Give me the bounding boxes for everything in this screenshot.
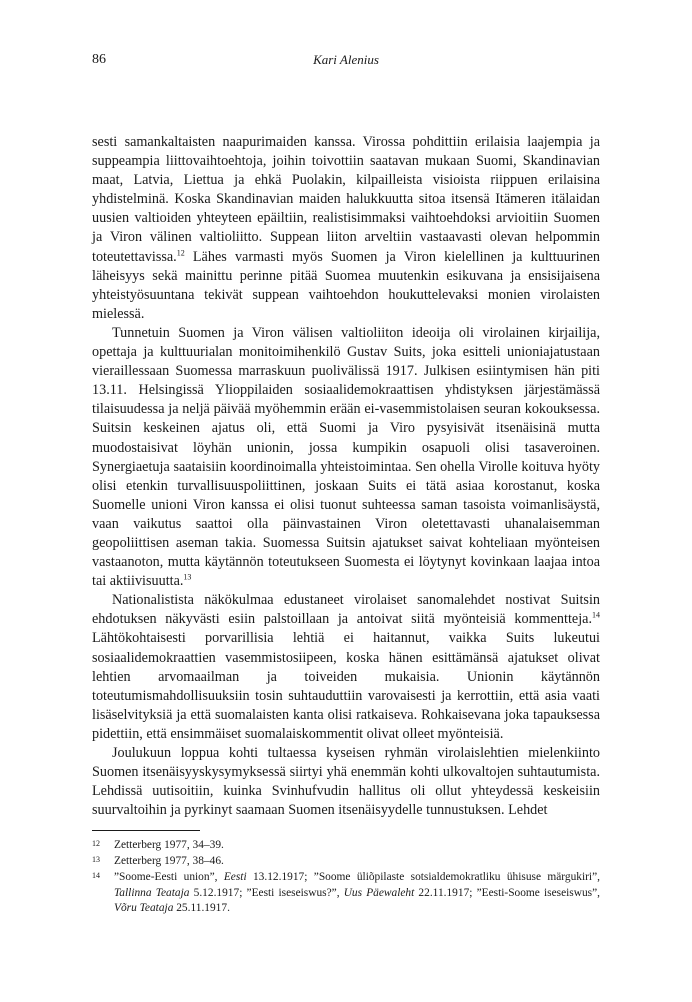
italic-title: Võru Teataja: [114, 901, 174, 914]
footnote-divider: [92, 830, 200, 831]
footnote-reference: 13: [183, 572, 192, 582]
page-number: 86: [92, 52, 106, 67]
footnote: [92, 854, 600, 869]
footnotes: [92, 838, 600, 917]
italic-title: Eesti: [223, 871, 247, 884]
footnote-text: ”Soome-Eesti union”, Eesti 13.12.1917; ”Soome üliõpilaste sotsialdemokratliku ühisuse märgukiri”, Tallinna Teataja 5.12.1917; ”Eesti iseseiswus?”, Uus Päewaleht 22.11.1917; ”Eesti-Soome iseseiswus”, Võru Teataja 25.11.1917.: [114, 871, 600, 914]
footnote-number: 12: [92, 839, 100, 848]
paragraph: sesti samankaltaisten naapurimaiden kanssa. Virossa pohdittiin erilaisia laajempia ja suppeampia liittovaihtoehtoja, joihin toivottiin saatavan mukaan Suomi, Skandinavian maat, Latvia, Liettua ja ehkä Puolakin, kilpailleista visioista riippuen erilaisina yhdistelminä. Koska Skandinavian maiden halukkuutta sitoa itsensä Itämeren itälaidan uusien valtioiden yhteyteen epäiltiin, realistisimmaksi vaihtoehdoksi arvioitiin Suomen ja Viron välinen valtioliitto. Suppean liiton arveltiin vastaavasti olevan helpommin toteutettavissa.$^{12}$ Lähes varmasti myös Suomen ja Viron kielellinen ja kulttuurinen läheisyys sekä mainittu perinne pitää Suomea muutenkin esikuvana ja ensisijaisena yhteistyösuuntana tekivät suppean vaihtoehdon houkuttelevaksi monien virolaisten mielessä.: [92, 134, 600, 322]
paragraph: Nationalistista näkökulmaa edustaneet virolaiset sanomalehdet nostivat Suitsin ehdotuksen näkyvästi esiin palstoillaan ja antoivat siitä myönteisiä kommentteja.$^{14}$ Lähtökohtaisesti porvarillisia lehtiä ei haitannut, vaikka Suits lukeutui sosiaalidemokraattien vasemmistosiipeen, koska hänen esittämänsä ajatukset olivat lehtien arvomaailman ja toiveiden mukaisia. Unionin käytännön toteutumismahdollisuuksiin tosin suhtauduttiin varovaisesti ja kerrottiin, että asia vaati lisäselvityksiä ja että suomalaisten kanta olisi ratkaiseva. Rohkaisevana joka tapauksessa pidettiin, että ensimmäiset suomalaiskommentit olivat olleet myönteisiä.: [92, 592, 600, 742]
footnote: [92, 838, 600, 853]
footnote-reference: 14: [592, 610, 600, 620]
footnote-text: Zetterberg 1977, 38–46.: [114, 855, 224, 868]
paragraph: Tunnetuin Suomen ja Viron välisen valtioliiton ideoija oli virolainen kirjailija, opettaja ja kulttuurialan monitoimihenkilö Gustav Suits, joka esitteli unioniajatustaan vieraillessaan Suomessa marraskuun puolivälissä 1917. Julkisen esiintymisen hän piti 13.11. Helsingissä Ylioppilaiden sosiaalidemokraattisen yhdistyksen järjestämässä tilaisuudessa ja neljä päivää myöhemmin erään ei-vasemmistolaisen seuran kokouksessa. Suitsin keskeinen ajatus oli, että Suomi ja Viro pysyisivät itsenäisinä mutta muodostaisivat löyhän unionin, jossa kumpikin osapuoli olisi tasaveroinen. Synergiaetuja saataisiin koordinoimalla yhteistoimintaa. Sen ohella Virolle koituva hyöty olisi etenkin turvallisuuspoliittinen, joskaan Suits ei tätä asiaa korostanut, koska Suomelle unioni Viron kanssa ei olisi tuonut suhteessa saman tasoista voimanlisäystä, vaan vaikutus saattoi olla päinvastainen Viron oletettavasti uhanalaisemman geopoliittisen aseman takia. Suomessa Suitsin ajatukset saivat kohteliaan myönteisen vastaanoton, mutta käytännön toteutukseen Suomesta ei löytynyt kovinkaan laajaa intoa tai aktiivisuutta.$^{13}$: [92, 324, 600, 590]
page-header: [92, 52, 600, 72]
running-head: Kari Alenius: [313, 52, 379, 67]
footnote: [92, 870, 600, 916]
paragraph: Joulukuun loppua kohti tultaessa kyseisen ryhmän virolaislehtien mielenkiinto Suomen itsenäisyyskysymyksessä siirtyi yhä enemmän kohti ulkovaltojen suhtautumista. Lehdissä uutisoitiin, kuinka Svinhufvudin hallitus oli ollut yhteydessä keskeisiin suurvaltoihin ja pyrkinyt saamaan Suomen itsenäisyydelle tunnustuksen. Lehdet: [92, 745, 600, 819]
footnote-text: Zetterberg 1977, 34–39.: [114, 839, 224, 851]
footnote-number: 14: [92, 871, 100, 881]
body-text: [92, 133, 600, 820]
footnote-reference: 12: [176, 247, 185, 257]
italic-title: Tallinna Teataja: [114, 886, 190, 899]
italic-title: Uus Päewaleht: [343, 886, 415, 899]
footnote-number: 13: [92, 855, 100, 865]
